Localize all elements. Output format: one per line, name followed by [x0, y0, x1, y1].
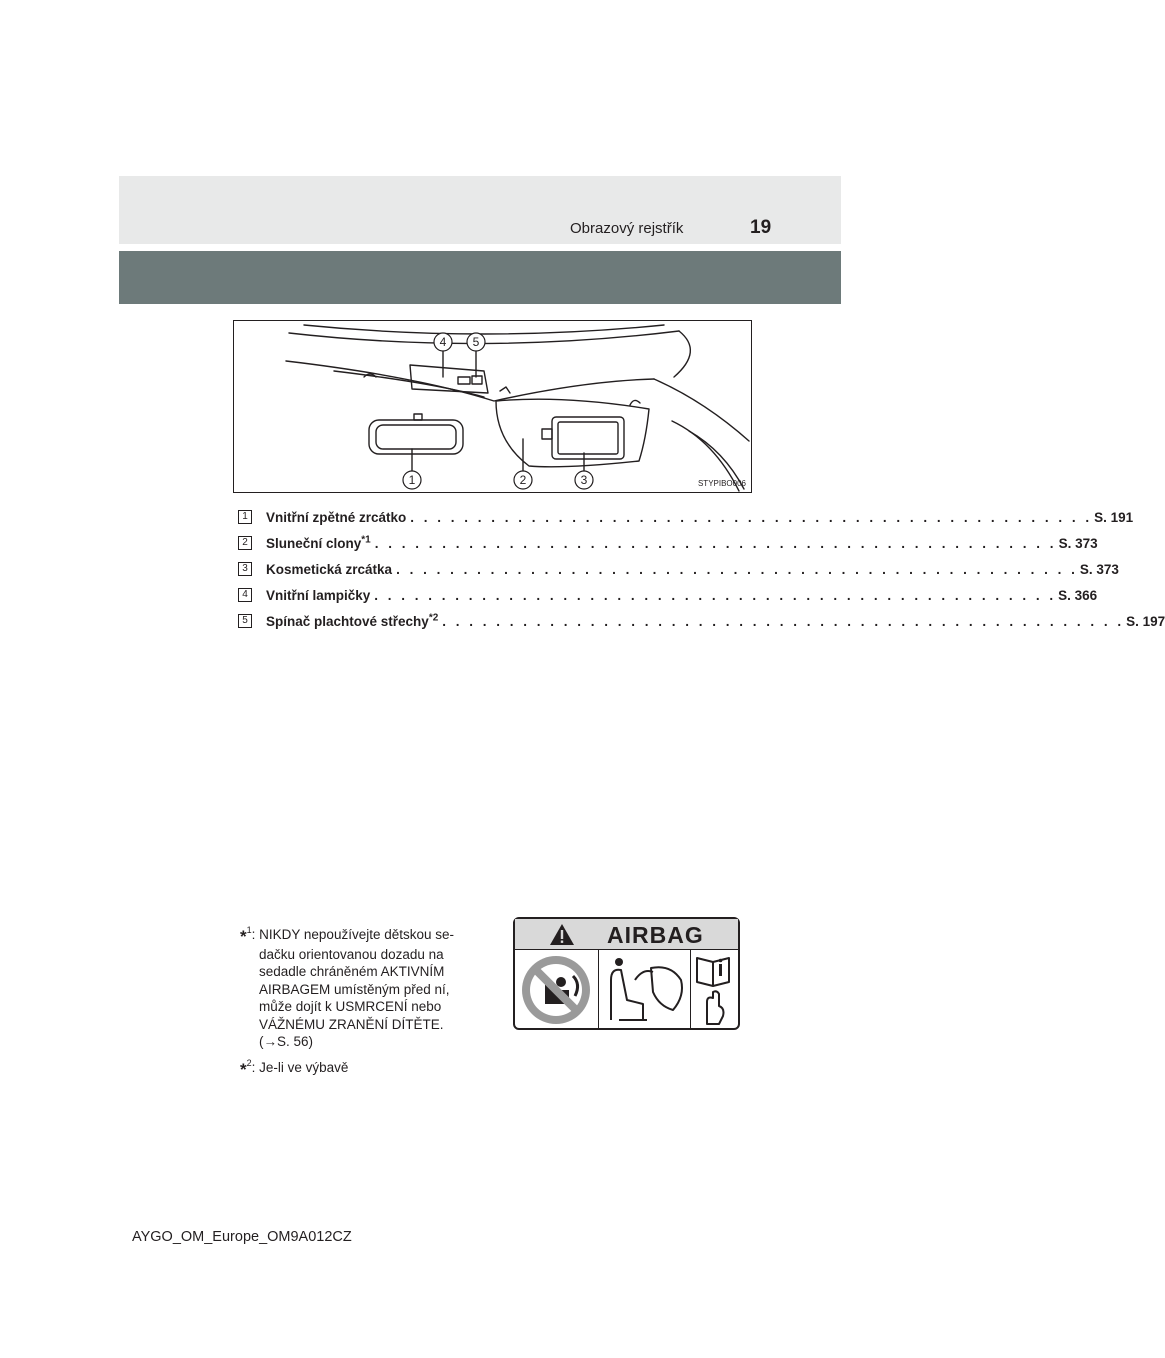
header-dark-band: [119, 251, 841, 304]
list-item: [238, 556, 1119, 582]
airbag-label-header: [515, 919, 738, 950]
leader-dots: . . . . . . . . . . . . . . . . . . . . . . . . . . . . . . . . . . . . . . . . . . . . . . . . . . .: [374, 587, 1057, 603]
no-child-seat-cell: [515, 950, 599, 1028]
item-label: Kosmetická zrcátka: [266, 561, 393, 577]
item-label: Vnitřní zpětné zrcátko: [266, 509, 407, 525]
list-item: [238, 608, 1165, 634]
page-number: 19: [750, 217, 772, 238]
callout-1-label: 1: [408, 473, 416, 487]
footnote-star: *: [240, 927, 247, 946]
footnote-text-line: sedadle chráněném AKTIVNÍM: [259, 964, 445, 979]
leader-dots: . . . . . . . . . . . . . . . . . . . . . . . . . . . . . . . . . . . . . . . . . . . . . . . . . . .: [442, 613, 1125, 629]
footnote-1: [240, 922, 502, 1051]
item-page-ref[interactable]: S. 191: [1094, 509, 1134, 525]
footnote-text: : Je-li ve výbavě: [251, 1060, 349, 1075]
footnote-star: *: [240, 1060, 247, 1079]
leader-dots: . . . . . . . . . . . . . . . . . . . . . . . . . . . . . . . . . . . . . . . . . . . . . . . . . . .: [410, 509, 1093, 525]
leader-dots: . . . . . . . . . . . . . . . . . . . . . . . . . . . . . . . . . . . . . . . . . . . . . . . . . . .: [396, 561, 1078, 577]
seat-airbag-icon: [599, 950, 689, 1030]
list-item: [238, 530, 1098, 556]
footnote-text-line: dačku orientovanou dozadu na: [259, 946, 444, 962]
callout-4-label: 4: [439, 335, 447, 349]
item-number: 2: [238, 536, 252, 550]
seat-airbag-cell: [599, 950, 691, 1028]
airbag-warning-label: [513, 917, 740, 1030]
item-page-ref[interactable]: S. 373: [1079, 561, 1119, 577]
item-label: Spínač plachtové střechy$^{*2}$: [266, 612, 439, 629]
item-page-ref[interactable]: S. 366: [1058, 587, 1098, 603]
footnote-number: 1: [246, 925, 252, 935]
footnote-text-line: : NIKDY nepoužívejte dětskou se-: [251, 927, 455, 942]
item-page-ref[interactable]: S. 197: [1126, 613, 1165, 629]
item-number: 4: [238, 588, 252, 602]
headliner-drawing: [234, 321, 753, 494]
item-number: 5: [238, 614, 252, 628]
item-footnote-mark: *2: [428, 612, 439, 623]
item-page-ref[interactable]: S. 373: [1058, 535, 1098, 551]
leader-dots: . . . . . . . . . . . . . . . . . . . . . . . . . . . . . . . . . . . . . . . . . . . . . . . . . . .: [374, 535, 1057, 551]
airbag-title: AIRBAG: [607, 922, 704, 948]
item-footnote-mark: *1: [361, 534, 371, 545]
list-item: [238, 504, 1134, 530]
footnote-number: 2: [246, 1058, 252, 1068]
figure-code: STYPIBO006: [697, 479, 746, 488]
read-manual-icon: [691, 950, 737, 1030]
component-list: [238, 504, 1165, 634]
item-number: 3: [238, 562, 252, 576]
section-title: Obrazový rejstřík: [570, 220, 684, 237]
footnote-2: [240, 1058, 348, 1080]
footnote-text-line: může dojít k USMRCENÍ nebo: [259, 999, 442, 1014]
footnote-text-line: VÁŽNÉMU ZRANĚNÍ DÍTĚTE.: [259, 1016, 444, 1032]
footnote-text-line: AIRBAGEM umístěným před ní,: [259, 981, 450, 997]
prohibited-child-seat-icon: [515, 950, 597, 1030]
header-band: [119, 176, 841, 244]
interior-illustration: [233, 320, 752, 493]
footnote-page-ref[interactable]: (→S. 56): [259, 1034, 314, 1049]
item-label: Sluneční clony$^{*1}$: [266, 534, 371, 551]
list-item: [238, 582, 1098, 608]
item-label: Vnitřní lampičky: [266, 587, 371, 603]
document-code: AYGO_OM_Europe_OM9A012CZ: [132, 1229, 352, 1245]
callout-3-label: 3: [580, 473, 588, 487]
callout-5-label: 5: [472, 335, 480, 349]
manual-cell: [691, 950, 738, 1028]
callout-2-label: 2: [519, 473, 527, 487]
airbag-label-body: [515, 950, 738, 1028]
warning-triangle-icon: [549, 923, 575, 946]
item-number: 1: [238, 510, 252, 524]
